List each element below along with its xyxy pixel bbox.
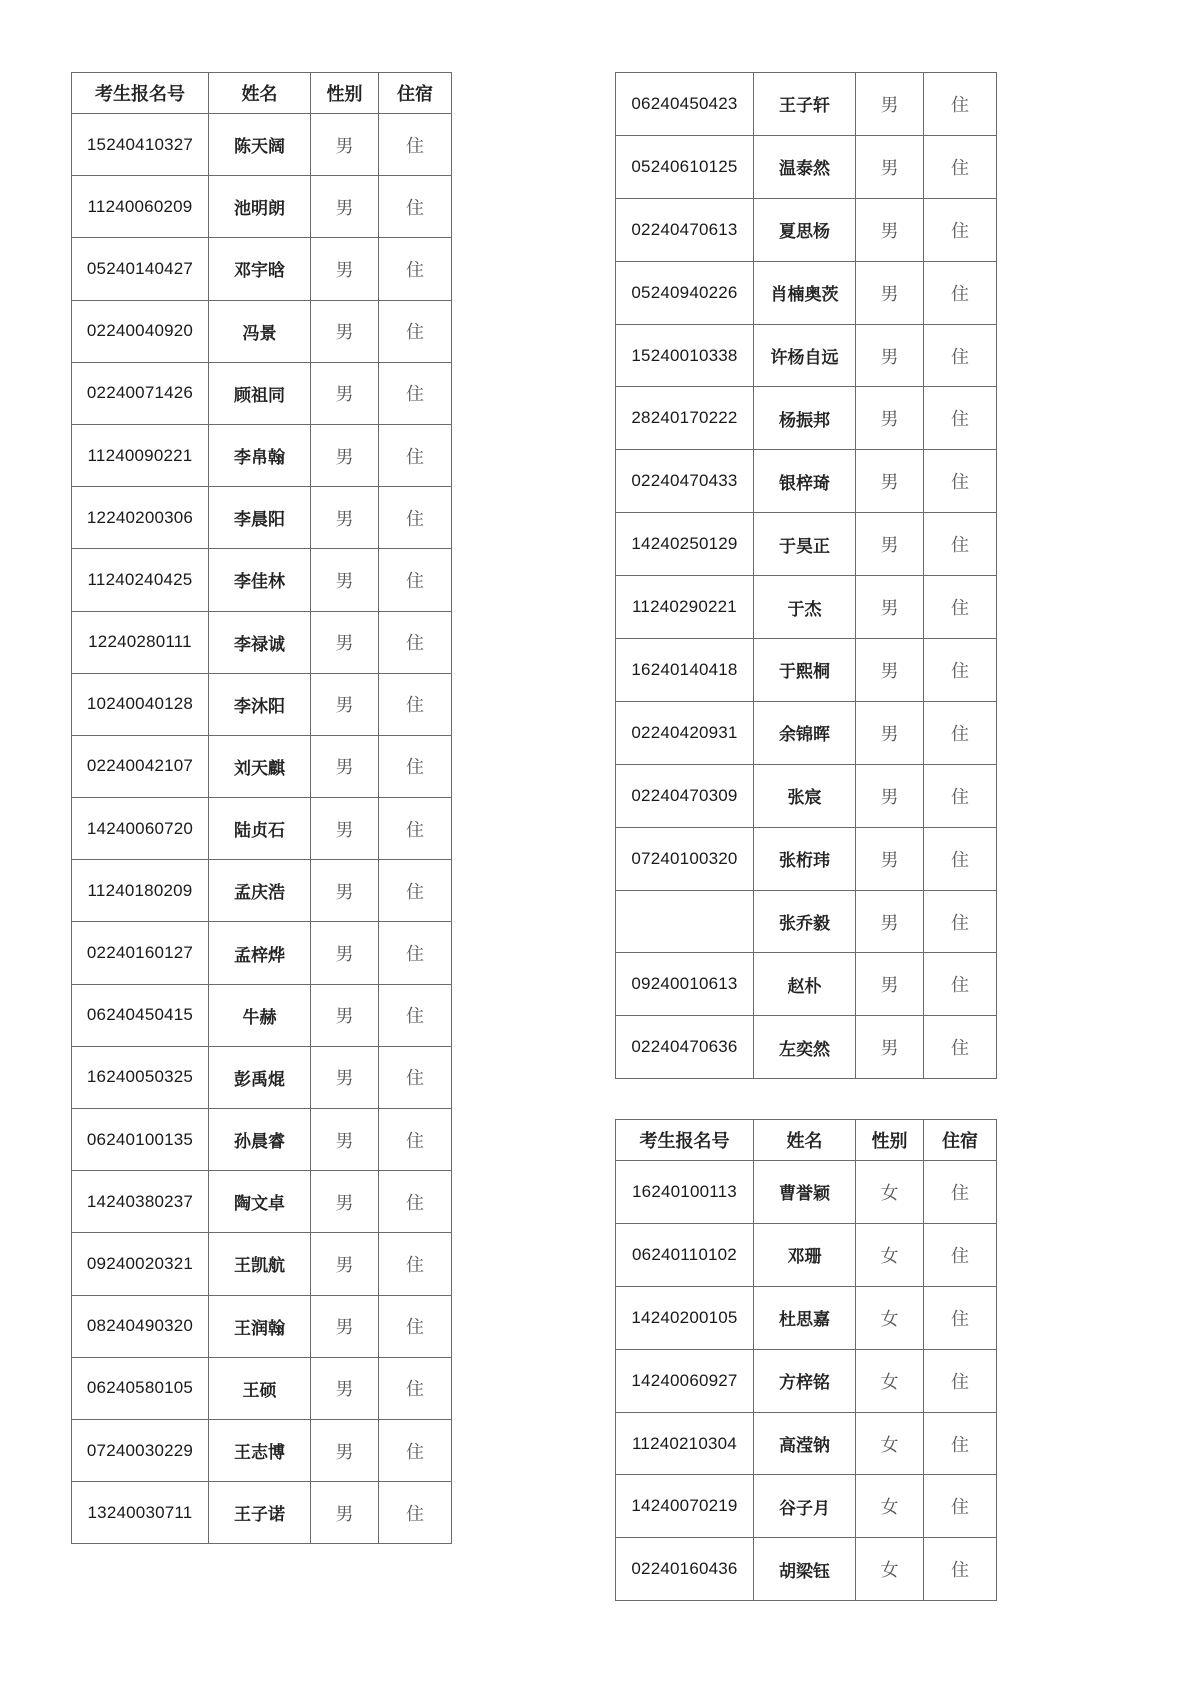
cell-gender: 男 (856, 639, 924, 702)
cell-id: 02240160436 (616, 1538, 754, 1601)
table-row (616, 198, 997, 261)
table-row (72, 798, 452, 860)
cell-gender: 男 (856, 764, 924, 827)
table-row (72, 238, 452, 300)
cell-gender: 男 (311, 735, 379, 797)
cell-id: 05240140427 (72, 238, 209, 300)
cell-name: 杜思嘉 (754, 1286, 856, 1349)
cell-gender: 男 (311, 114, 379, 176)
cell-dorm: 住 (379, 922, 452, 984)
table-row (72, 860, 452, 922)
cell-dorm: 住 (924, 1412, 997, 1475)
cell-gender: 男 (311, 673, 379, 735)
cell-id: 10240040128 (72, 673, 209, 735)
table-row (616, 73, 997, 136)
cell-name: 王志博 (209, 1419, 311, 1481)
cell-gender: 男 (311, 922, 379, 984)
cell-id: 15240010338 (616, 324, 754, 387)
cell-gender: 男 (311, 176, 379, 238)
cell-gender: 女 (856, 1412, 924, 1475)
table-row (72, 673, 452, 735)
table-row (616, 953, 997, 1016)
cell-id: 05240940226 (616, 261, 754, 324)
cell-dorm: 住 (924, 890, 997, 953)
header-id: 考生报名号 (72, 73, 209, 114)
cell-gender: 男 (311, 424, 379, 486)
cell-id: 08240490320 (72, 1295, 209, 1357)
student-table-male-2 (615, 72, 997, 1079)
cell-name: 许杨自远 (754, 324, 856, 387)
cell-gender: 男 (311, 611, 379, 673)
cell-name: 顾祖同 (209, 362, 311, 424)
cell-gender: 男 (311, 1482, 379, 1544)
cell-gender: 男 (311, 1419, 379, 1481)
cell-name: 左奕然 (754, 1016, 856, 1079)
cell-name: 于昊正 (754, 513, 856, 576)
cell-gender: 男 (856, 953, 924, 1016)
cell-id: 16240140418 (616, 639, 754, 702)
table-header-row (616, 1120, 997, 1161)
cell-name: 王子轩 (754, 73, 856, 136)
table-row (616, 261, 997, 324)
cell-name: 肖楠奥茨 (754, 261, 856, 324)
cell-id: 02240470613 (616, 198, 754, 261)
cell-dorm: 住 (379, 1233, 452, 1295)
table-row (72, 1046, 452, 1108)
cell-gender: 男 (311, 549, 379, 611)
header-name: 姓名 (754, 1120, 856, 1161)
cell-dorm: 住 (379, 1046, 452, 1108)
cell-id: 02240040920 (72, 300, 209, 362)
cell-dorm: 住 (924, 576, 997, 639)
cell-name: 孟梓烨 (209, 922, 311, 984)
table-row (72, 176, 452, 238)
cell-id: 11240240425 (72, 549, 209, 611)
table-row (616, 1349, 997, 1412)
cell-name: 王子诺 (209, 1482, 311, 1544)
cell-dorm: 住 (924, 450, 997, 513)
cell-name: 王凯航 (209, 1233, 311, 1295)
cell-id: 07240030229 (72, 1419, 209, 1481)
cell-gender: 男 (311, 1295, 379, 1357)
cell-name: 孟庆浩 (209, 860, 311, 922)
cell-dorm: 住 (379, 549, 452, 611)
table-row (72, 549, 452, 611)
cell-name: 陈天阔 (209, 114, 311, 176)
cell-name: 张宸 (754, 764, 856, 827)
cell-dorm: 住 (379, 1419, 452, 1481)
cell-name: 陆贞石 (209, 798, 311, 860)
cell-dorm: 住 (379, 238, 452, 300)
cell-name: 余锦晖 (754, 701, 856, 764)
cell-gender: 男 (311, 1357, 379, 1419)
cell-dorm: 住 (379, 362, 452, 424)
cell-id: 16240050325 (72, 1046, 209, 1108)
cell-dorm: 住 (924, 198, 997, 261)
cell-id: 14240200105 (616, 1286, 754, 1349)
cell-name: 高滢钠 (754, 1412, 856, 1475)
table-row (616, 1223, 997, 1286)
cell-name: 邓珊 (754, 1223, 856, 1286)
cell-id: 02240420931 (616, 701, 754, 764)
table-row (72, 362, 452, 424)
cell-name: 温泰然 (754, 135, 856, 198)
cell-name: 于熙桐 (754, 639, 856, 702)
cell-id: 09240020321 (72, 1233, 209, 1295)
cell-dorm: 住 (379, 114, 452, 176)
cell-id: 02240160127 (72, 922, 209, 984)
cell-name: 李晨阳 (209, 487, 311, 549)
cell-dorm: 住 (379, 1109, 452, 1171)
header-dorm: 住宿 (379, 73, 452, 114)
table-row (72, 1171, 452, 1233)
table-row (72, 424, 452, 486)
cell-dorm: 住 (379, 611, 452, 673)
cell-dorm: 住 (379, 735, 452, 797)
cell-gender: 男 (311, 487, 379, 549)
cell-dorm: 住 (924, 135, 997, 198)
table-row (616, 576, 997, 639)
table-header-row (72, 73, 452, 114)
cell-dorm: 住 (924, 827, 997, 890)
cell-id: 02240470433 (616, 450, 754, 513)
cell-name: 李沐阳 (209, 673, 311, 735)
cell-name: 胡梁钰 (754, 1538, 856, 1601)
cell-name: 谷子月 (754, 1475, 856, 1538)
cell-name: 张乔毅 (754, 890, 856, 953)
table-row (72, 611, 452, 673)
cell-name: 张桁玮 (754, 827, 856, 890)
cell-id: 07240100320 (616, 827, 754, 890)
table-row (616, 1475, 997, 1538)
cell-id: 16240100113 (616, 1161, 754, 1224)
table-row (616, 1538, 997, 1601)
cell-id: 11240090221 (72, 424, 209, 486)
cell-gender: 女 (856, 1349, 924, 1412)
cell-id: 14240060720 (72, 798, 209, 860)
cell-id (616, 890, 754, 953)
table-row (72, 487, 452, 549)
cell-id: 13240030711 (72, 1482, 209, 1544)
cell-dorm: 住 (379, 1357, 452, 1419)
cell-name: 方梓铭 (754, 1349, 856, 1412)
cell-gender: 男 (311, 1046, 379, 1108)
cell-gender: 男 (311, 1233, 379, 1295)
cell-name: 彭禹焜 (209, 1046, 311, 1108)
cell-name: 赵朴 (754, 953, 856, 1016)
cell-name: 陶文卓 (209, 1171, 311, 1233)
cell-dorm: 住 (924, 1349, 997, 1412)
cell-id: 12240200306 (72, 487, 209, 549)
cell-gender: 女 (856, 1223, 924, 1286)
cell-dorm: 住 (924, 1016, 997, 1079)
cell-dorm: 住 (379, 1171, 452, 1233)
cell-gender: 男 (856, 73, 924, 136)
table-row (616, 387, 997, 450)
table-row (72, 1419, 452, 1481)
cell-id: 11240180209 (72, 860, 209, 922)
cell-name: 李帛翰 (209, 424, 311, 486)
table-row (72, 300, 452, 362)
cell-id: 02240470309 (616, 764, 754, 827)
cell-gender: 男 (856, 324, 924, 387)
cell-gender: 女 (856, 1538, 924, 1601)
cell-dorm: 住 (379, 300, 452, 362)
table-row (72, 114, 452, 176)
cell-gender: 男 (311, 1171, 379, 1233)
cell-name: 杨振邦 (754, 387, 856, 450)
cell-dorm: 住 (379, 673, 452, 735)
table-row (72, 1233, 452, 1295)
cell-dorm: 住 (924, 261, 997, 324)
cell-id: 11240060209 (72, 176, 209, 238)
table-row (72, 1295, 452, 1357)
cell-gender: 男 (856, 513, 924, 576)
cell-gender: 女 (856, 1475, 924, 1538)
cell-id: 06240110102 (616, 1223, 754, 1286)
cell-id: 14240380237 (72, 1171, 209, 1233)
cell-gender: 男 (856, 450, 924, 513)
cell-gender: 男 (856, 701, 924, 764)
table-row (616, 827, 997, 890)
header-dorm: 住宿 (924, 1120, 997, 1161)
cell-gender: 男 (856, 387, 924, 450)
cell-name: 冯景 (209, 300, 311, 362)
cell-dorm: 住 (924, 1161, 997, 1224)
cell-id: 06240450423 (616, 73, 754, 136)
cell-gender: 男 (311, 798, 379, 860)
cell-gender: 女 (856, 1161, 924, 1224)
cell-id: 14240070219 (616, 1475, 754, 1538)
cell-id: 11240210304 (616, 1412, 754, 1475)
cell-id: 06240100135 (72, 1109, 209, 1171)
cell-gender: 男 (311, 238, 379, 300)
table-row (72, 1109, 452, 1171)
cell-gender: 男 (311, 1109, 379, 1171)
header-gender: 性别 (311, 73, 379, 114)
table-row (616, 513, 997, 576)
table-row (616, 324, 997, 387)
table-row (616, 1016, 997, 1079)
table-row (72, 922, 452, 984)
table-row (72, 1357, 452, 1419)
cell-name: 李禄诚 (209, 611, 311, 673)
table-row (72, 735, 452, 797)
cell-dorm: 住 (924, 1286, 997, 1349)
cell-dorm: 住 (924, 1475, 997, 1538)
cell-id: 02240071426 (72, 362, 209, 424)
cell-name: 李佳林 (209, 549, 311, 611)
cell-dorm: 住 (379, 1295, 452, 1357)
cell-dorm: 住 (924, 639, 997, 702)
cell-name: 孙晨睿 (209, 1109, 311, 1171)
cell-gender: 男 (856, 135, 924, 198)
cell-dorm: 住 (924, 387, 997, 450)
cell-gender: 男 (856, 261, 924, 324)
cell-dorm: 住 (379, 424, 452, 486)
cell-dorm: 住 (924, 1538, 997, 1601)
cell-gender: 男 (311, 362, 379, 424)
cell-name: 银梓琦 (754, 450, 856, 513)
table-row (72, 984, 452, 1046)
cell-id: 02240470636 (616, 1016, 754, 1079)
cell-gender: 男 (856, 890, 924, 953)
table-row (616, 1161, 997, 1224)
cell-gender: 男 (856, 198, 924, 261)
cell-name: 于杰 (754, 576, 856, 639)
cell-name: 王硕 (209, 1357, 311, 1419)
cell-id: 06240580105 (72, 1357, 209, 1419)
cell-dorm: 住 (379, 798, 452, 860)
table-row (616, 1412, 997, 1475)
cell-name: 池明朗 (209, 176, 311, 238)
cell-dorm: 住 (379, 1482, 452, 1544)
cell-name: 刘天麒 (209, 735, 311, 797)
table-row (616, 701, 997, 764)
table-row (616, 450, 997, 513)
cell-id: 09240010613 (616, 953, 754, 1016)
table-row (616, 1286, 997, 1349)
cell-gender: 男 (856, 1016, 924, 1079)
cell-dorm: 住 (924, 953, 997, 1016)
table-row (616, 764, 997, 827)
cell-name: 牛赫 (209, 984, 311, 1046)
table-row (616, 135, 997, 198)
cell-name: 曹誉颖 (754, 1161, 856, 1224)
cell-gender: 男 (311, 860, 379, 922)
cell-name: 王润翰 (209, 1295, 311, 1357)
cell-name: 夏思杨 (754, 198, 856, 261)
cell-gender: 男 (311, 300, 379, 362)
cell-gender: 女 (856, 1286, 924, 1349)
table-row (616, 639, 997, 702)
cell-dorm: 住 (379, 487, 452, 549)
cell-id: 14240250129 (616, 513, 754, 576)
cell-dorm: 住 (924, 324, 997, 387)
cell-id: 15240410327 (72, 114, 209, 176)
table-row (616, 890, 997, 953)
cell-id: 28240170222 (616, 387, 754, 450)
header-id: 考生报名号 (616, 1120, 754, 1161)
cell-dorm: 住 (924, 513, 997, 576)
cell-dorm: 住 (924, 701, 997, 764)
cell-name: 邓宇晗 (209, 238, 311, 300)
cell-id: 02240042107 (72, 735, 209, 797)
cell-dorm: 住 (924, 73, 997, 136)
cell-dorm: 住 (924, 1223, 997, 1286)
student-table-female (615, 1119, 997, 1601)
cell-id: 14240060927 (616, 1349, 754, 1412)
cell-id: 11240290221 (616, 576, 754, 639)
header-name: 姓名 (209, 73, 311, 114)
cell-id: 12240280111 (72, 611, 209, 673)
table-row (72, 1482, 452, 1544)
cell-gender: 男 (311, 984, 379, 1046)
cell-dorm: 住 (379, 176, 452, 238)
cell-dorm: 住 (379, 984, 452, 1046)
cell-id: 06240450415 (72, 984, 209, 1046)
cell-dorm: 住 (924, 764, 997, 827)
cell-gender: 男 (856, 827, 924, 890)
header-gender: 性别 (856, 1120, 924, 1161)
cell-gender: 男 (856, 576, 924, 639)
cell-dorm: 住 (379, 860, 452, 922)
cell-id: 05240610125 (616, 135, 754, 198)
student-table-male-1 (71, 72, 452, 1544)
